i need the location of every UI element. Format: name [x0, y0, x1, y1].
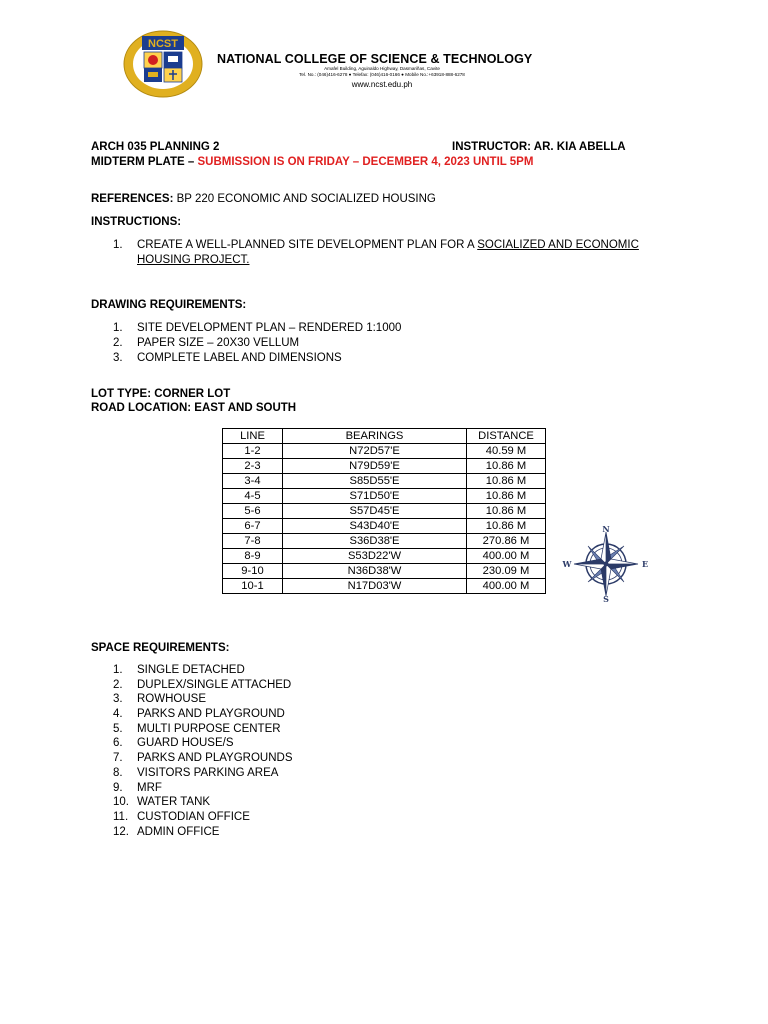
table-cell: 400.00 M — [467, 549, 546, 564]
school-address: Amafel Building, Aguinaldo Highway, Dasmariñas, Cavite — [324, 66, 440, 71]
list-text: GUARD HOUSE/S — [137, 737, 234, 750]
references-line — [91, 192, 436, 206]
table-cell: 40.59 M — [467, 444, 546, 459]
table-cell: 270.86 M — [467, 534, 546, 549]
table-cell: S43D40'E — [283, 519, 467, 534]
table-cell: S36D38'E — [283, 534, 467, 549]
table-row — [223, 474, 546, 489]
compass-w-label: W — [562, 559, 572, 569]
table-cell: 1-2 — [223, 444, 283, 459]
table-row — [223, 579, 546, 594]
compass-s-label: S — [603, 594, 609, 602]
list-number: 9. — [113, 781, 123, 794]
list-number: 8. — [113, 766, 123, 779]
submission-deadline: SUBMISSION IS ON FRIDAY – DECEMBER 4, 2023 UNTIL 5PM — [197, 156, 534, 168]
list-text: COMPLETE LABEL AND DIMENSIONS — [137, 352, 342, 364]
column-header: BEARINGS — [283, 429, 467, 444]
table-cell: N72D57'E — [283, 444, 467, 459]
table-cell: S53D22'W — [283, 549, 467, 564]
lot-type: LOT TYPE: CORNER LOT — [91, 388, 231, 400]
midterm-plate-line — [91, 155, 533, 169]
instruction-text: CREATE A WELL-PLANNED SITE DEVELOPMENT PLAN FOR A — [137, 239, 475, 251]
list-item — [91, 321, 491, 335]
drawing-requirements-list — [91, 321, 491, 365]
list-item — [91, 707, 491, 722]
references-label: REFERENCES: — [91, 193, 174, 205]
list-text: PARKS AND PLAYGROUND — [137, 708, 285, 721]
table-cell: 9-10 — [223, 564, 283, 579]
table-cell: 10.86 M — [467, 519, 546, 534]
list-item — [91, 336, 491, 350]
table-cell: 4-5 — [223, 489, 283, 504]
column-header: DISTANCE — [467, 429, 546, 444]
table-row — [223, 519, 546, 534]
instruction-underlined-1: SOCIALIZED AND ECONOMIC — [477, 239, 639, 251]
drawing-requirements-label: DRAWING REQUIREMENTS: — [91, 299, 247, 311]
table-cell: N36D38'W — [283, 564, 467, 579]
table-row — [223, 459, 546, 474]
list-text: WATER TANK — [137, 796, 211, 809]
list-text: ADMIN OFFICE — [137, 825, 220, 838]
table-cell: 230.09 M — [467, 564, 546, 579]
list-text: DUPLEX/SINGLE ATTACHED — [137, 678, 292, 691]
school-website: www.ncst.edu.ph — [351, 80, 413, 89]
table-row — [223, 489, 546, 504]
list-item — [91, 722, 491, 737]
list-number: 4. — [113, 708, 123, 721]
list-number: 5. — [113, 722, 123, 735]
instructions-label: INSTRUCTIONS: — [91, 216, 182, 228]
column-header: LINE — [223, 429, 283, 444]
bearings-table — [222, 428, 546, 594]
instruction-underlined-2: HOUSING PROJECT. — [137, 254, 250, 266]
list-text: CUSTODIAN OFFICE — [137, 810, 250, 823]
ncst-logo — [122, 30, 204, 98]
table-cell: 3-4 — [223, 474, 283, 489]
table-cell: 2-3 — [223, 459, 283, 474]
table-cell: 10.86 M — [467, 489, 546, 504]
list-item — [91, 351, 491, 365]
list-item — [91, 678, 491, 693]
table-header-row — [223, 429, 546, 444]
list-item — [91, 810, 491, 825]
table-row — [223, 534, 546, 549]
compass-rose-icon — [562, 526, 650, 602]
logo-text: NCST — [148, 38, 178, 50]
list-item — [91, 692, 491, 707]
list-text: PARKS AND PLAYGROUNDS — [137, 752, 293, 765]
table-cell: 400.00 M — [467, 579, 546, 594]
list-number: 1. — [113, 322, 123, 334]
table-cell: S57D45'E — [283, 504, 467, 519]
school-name: NATIONAL COLLEGE OF SCIENCE & TECHNOLOGY — [217, 52, 533, 66]
list-number: 2. — [113, 678, 123, 691]
list-item — [91, 751, 491, 766]
road-location: ROAD LOCATION: EAST AND SOUTH — [91, 402, 297, 414]
table-cell: 6-7 — [223, 519, 283, 534]
list-number: 7. — [113, 752, 123, 765]
plate-label: MIDTERM PLATE – — [91, 156, 195, 168]
list-text: SITE DEVELOPMENT PLAN – RENDERED 1:1000 — [137, 322, 402, 334]
list-text: MULTI PURPOSE CENTER — [137, 722, 281, 735]
table-row — [223, 564, 546, 579]
compass-n-label: N — [602, 526, 610, 534]
list-item — [91, 736, 491, 751]
list-text: SINGLE DETACHED — [137, 664, 245, 676]
table-row — [223, 504, 546, 519]
table-cell: 5-6 — [223, 504, 283, 519]
list-text: VISITORS PARKING AREA — [137, 766, 279, 779]
list-number: 3. — [113, 352, 123, 364]
list-text: PAPER SIZE – 20X30 VELLUM — [137, 337, 300, 349]
table-cell: N17D03'W — [283, 579, 467, 594]
table-cell: S71D50'E — [283, 489, 467, 504]
compass-e-label: E — [641, 559, 649, 569]
list-item — [91, 825, 491, 840]
table-cell: S85D55'E — [283, 474, 467, 489]
references-value: BP 220 ECONOMIC AND SOCIALIZED HOUSING — [176, 193, 436, 205]
list-item — [91, 795, 491, 810]
list-number: 12. — [113, 825, 129, 838]
table-cell: 7-8 — [223, 534, 283, 549]
space-requirements-list — [91, 663, 491, 839]
table-row — [223, 549, 546, 564]
list-item — [91, 663, 491, 678]
list-number: 11. — [113, 810, 129, 823]
table-cell: 8-9 — [223, 549, 283, 564]
table-cell: 10.86 M — [467, 459, 546, 474]
instructor: INSTRUCTOR: AR. KIA ABELLA — [452, 141, 626, 153]
table-cell: 10.86 M — [467, 504, 546, 519]
list-number: 2. — [113, 337, 123, 349]
list-number: 10. — [113, 796, 129, 809]
list-number: 6. — [113, 737, 123, 750]
course-code: ARCH 035 PLANNING 2 — [91, 141, 220, 153]
list-text: ROWHOUSE — [137, 693, 206, 706]
list-item — [91, 781, 491, 796]
list-number: 3. — [113, 693, 123, 706]
space-requirements-label: SPACE REQUIREMENTS: — [91, 642, 230, 654]
list-text: MRF — [137, 781, 162, 794]
table-row — [223, 444, 546, 459]
instruction-number: 1. — [113, 239, 123, 251]
school-contacts: Tel. No.: (046)416-6278 ● Telefax: (046)416-0166 ● Mobile No.:+63918-888-6278 — [299, 72, 465, 77]
list-item — [91, 766, 491, 781]
list-number: 1. — [113, 664, 123, 676]
table-cell: 10-1 — [223, 579, 283, 594]
table-cell: 10.86 M — [467, 474, 546, 489]
instruction-item — [137, 238, 657, 252]
table-cell: N79D59'E — [283, 459, 467, 474]
